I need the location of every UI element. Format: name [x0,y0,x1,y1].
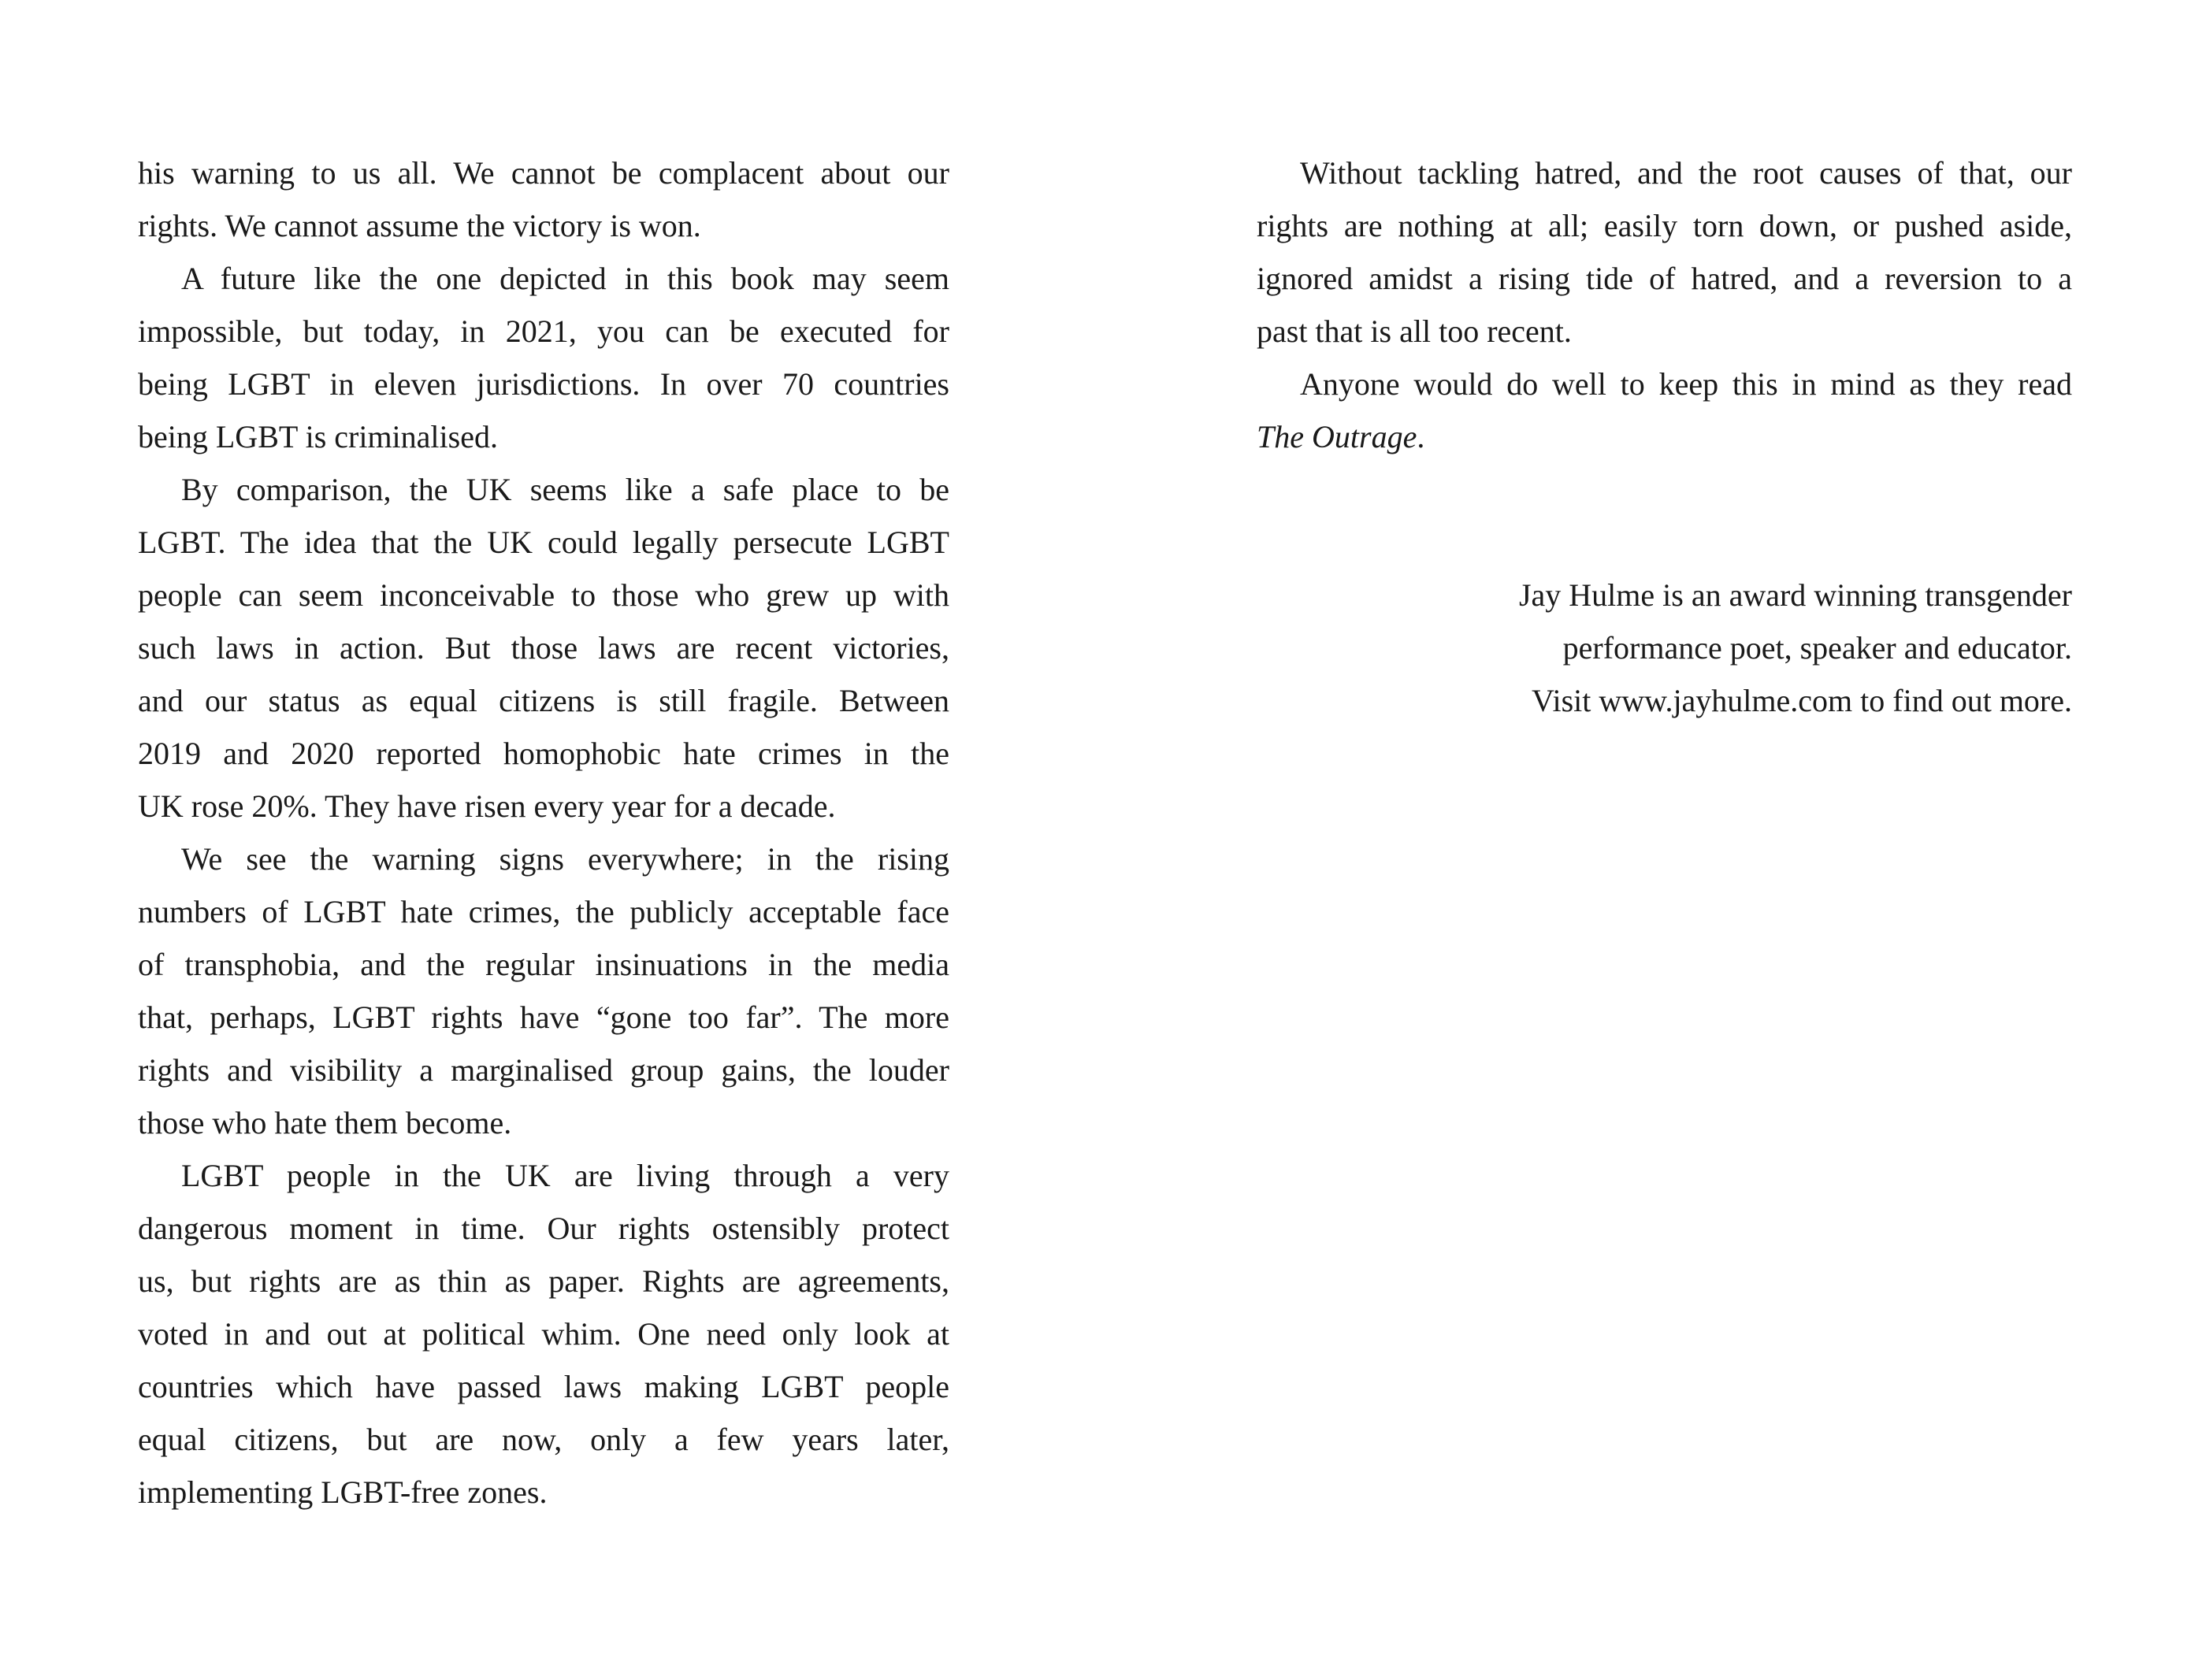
paragraph [1257,358,2072,463]
text-line: and our status as equal citizens is still fragile. Between [138,683,949,718]
paragraph [138,1149,949,1519]
text-line: that, perhaps, LGBT rights have “gone too far”. The more [138,999,949,1035]
author-bio [1257,569,2072,727]
text-line: being LGBT in eleven jurisdictions. In over 70 countries [138,366,949,402]
text-line: numbers of LGBT hate crimes, the publicly acceptable face [138,894,949,929]
text-line: past that is all too recent. [1257,313,1572,349]
text-line: countries which have passed laws making LGBT people [138,1369,949,1404]
text-line: equal citizens, but are now, only a few years later, [138,1422,949,1457]
text-line: 2019 and 2020 reported homophobic hate crimes in the [138,736,949,771]
text-line: people can seem inconceivable to those who grew up with [138,577,949,613]
paragraph [1257,146,2072,358]
text-line: UK rose 20%. They have risen every year for a decade. [138,788,836,824]
text-line: rights are nothing at all; easily torn down, or pushed aside, [1257,208,2072,243]
right-page-paragraphs [1257,146,2072,463]
bio-line: performance poet, speaker and educator. [1562,630,2072,666]
text-line: A future like the one depicted in this book may seem [181,261,949,296]
text-line: such laws in action. But those laws are recent victories, [138,630,949,666]
text-line: of transphobia, and the regular insinuations in the media [138,947,949,982]
text-line [1257,410,2072,463]
right-page-text-column [1257,146,2072,727]
text-line: LGBT. The idea that the UK could legally persecute LGBT [138,525,949,560]
paragraph [138,833,949,1149]
text-line: rights and visibility a marginalised group gains, the louder [138,1052,949,1088]
text-line: those who hate them become. [138,1105,512,1140]
text-line: voted in and out at political whim. One need only look at [138,1316,949,1352]
text-segment: . [1417,419,1425,454]
text-line: rights. We cannot assume the victory is won. [138,208,701,243]
bio-line: Jay Hulme is an award winning transgender [1518,577,2072,613]
text-line: us, but rights are as thin as paper. Rights are agreements, [138,1263,949,1299]
text-line: Without tackling hatred, and the root causes of that, our [1300,155,2072,191]
bio-line: Visit www.jayhulme.com to find out more. [1531,683,2072,718]
text-line: implementing LGBT-free zones. [138,1474,548,1510]
text-line: LGBT people in the UK are living through a very [181,1158,949,1193]
text-line: impossible, but today, in 2021, you can be executed for [138,313,949,349]
paragraph [138,146,949,252]
paragraph [138,252,949,463]
book-title-italic: The Outrage [1257,419,1417,454]
text-line: Anyone would do well to keep this in mind as they read [1300,366,2072,402]
text-line: By comparison, the UK seems like a safe place to be [181,472,949,507]
text-line: dangerous moment in time. Our rights ostensibly protect [138,1211,949,1246]
text-line: being LGBT is criminalised. [138,419,498,454]
left-page-text-column [138,146,949,1519]
paragraph [138,463,949,833]
text-line: ignored amidst a rising tide of hatred, and a reversion to a [1257,261,2072,296]
text-line: We see the warning signs everywhere; in the rising [181,841,949,877]
text-line: his warning to us all. We cannot be complacent about our [138,155,949,191]
